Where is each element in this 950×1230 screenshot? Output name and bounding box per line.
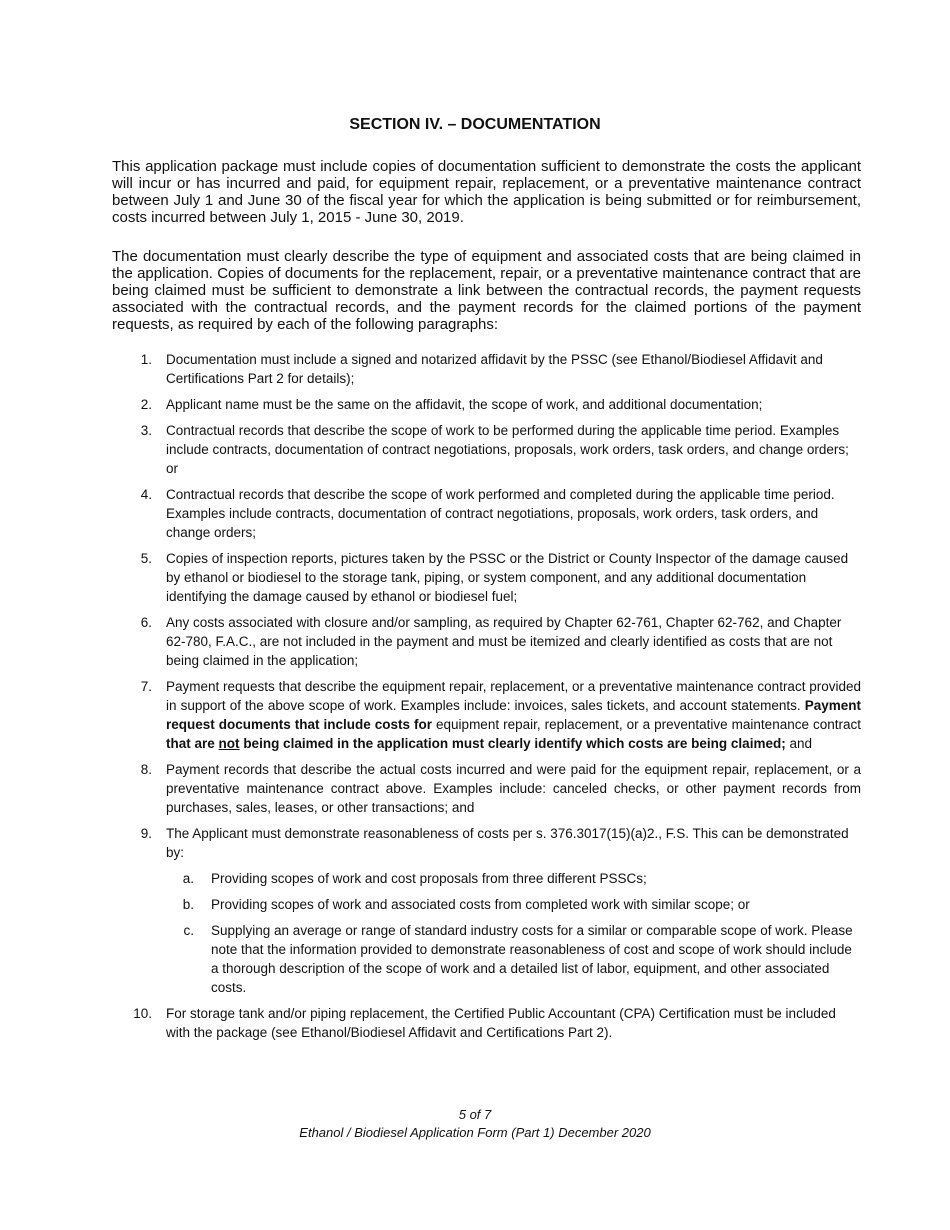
- list-item-number: 8.: [140, 762, 152, 777]
- list-item-number: 4.: [140, 487, 152, 502]
- sublist-item: [166, 869, 861, 888]
- list-item-number: 2.: [140, 397, 152, 412]
- list-item-text: The Applicant must demonstrate reasonableness of costs per s. 376.3017(15)(a)2., F.S. This can be demonstrated by:: [166, 826, 849, 860]
- sublist-item-letter: b.: [182, 897, 194, 912]
- list-item: [112, 760, 861, 817]
- payment-requests-text-c: and: [789, 736, 812, 751]
- section-title: SECTION IV. – DOCUMENTATION: [349, 116, 601, 133]
- list-item: [112, 1004, 861, 1042]
- payment-requests-text-b: equipment repair, replacement, or a preventative maintenance contract: [436, 717, 861, 732]
- list-item-number: 6.: [140, 615, 152, 630]
- list-item-text: Contractual records that describe the scope of work to be performed during the applicable time period. Examples include contracts, documentation of contract negotiations, proposals, work orders, task orders, and change orders; or: [166, 423, 849, 476]
- list-item-text: For storage tank and/or piping replacement, the Certified Public Accountant (CPA) Certification must be included with the package (see Ethanol/Biodiesel Affidavit and Certifications Part 2).: [166, 1006, 836, 1040]
- list-item: [112, 549, 861, 606]
- list-item-text: Copies of inspection reports, pictures taken by the PSSC or the District or County Inspector of the damage caused by ethanol or biodiesel to the storage tank, piping, or system component, and any additional documentation identifying the damage caused by ethanol or biodiesel fuel;: [166, 551, 849, 604]
- list-item: [112, 421, 861, 478]
- list-item-number: 5.: [140, 551, 152, 566]
- payment-requests-text: Payment requests that describe the equipment repair, replacement, or a preventative maintenance contract provided in support of the above scope of work. Examples include: invoices, sales tickets, and account statements.: [166, 679, 861, 713]
- page-footer: [0, 1106, 950, 1142]
- list-item-number: 3.: [140, 423, 152, 438]
- list-item: [112, 395, 861, 414]
- sublist-item: [166, 921, 861, 997]
- payment-requests-bold-a: Payment request documents that include costs for: [166, 698, 861, 732]
- documentation-paragraph: The documentation must clearly describe the type of equipment and associated costs that are being claimed in the application. Copies of documents for the replacement, repair, or a preventative maintenance contract that are being claimed must be sufficient to demonstrate a link between the contractual records, the payment requests associated with the contractual records, and the payment records for the claimed portions of the payment requests, as required by each of the following paragraphs:: [112, 248, 861, 333]
- list-item: [112, 613, 861, 670]
- payment-requests-not: not: [218, 736, 240, 751]
- sublist-item-letter: a.: [182, 871, 194, 886]
- list-item-number: 9.: [140, 826, 152, 841]
- sublist-item: [166, 895, 861, 914]
- list-item-text: Contractual records that describe the scope of work performed and completed during the applicable time period. Examples include contracts, documentation of contract negotiations, proposals, work orders, task orders, and change orders;: [166, 487, 835, 540]
- list-item: [112, 485, 861, 542]
- list-item: [112, 824, 861, 997]
- payment-requests-bold-c: being claimed in the application must clearly identify which costs are being claimed;: [243, 736, 786, 751]
- form-name: Ethanol / Biodiesel Application Form (Part 1) December 2020: [299, 1125, 651, 1140]
- intro-paragraph: This application package must include copies of documentation sufficient to demonstrate the costs the applicant will incur or has incurred and paid, for equipment repair, replacement, or a preventative maintenance contract between July 1 and June 30 of the fiscal year for which the application is being submitted or for reimbursement, costs incurred between July 1, 2015 - June 30, 2019.: [112, 158, 861, 226]
- list-item: [112, 350, 861, 388]
- list-item-text: Payment records that describe the actual costs incurred and were paid for the equipment repair, replacement, or a preventative maintenance contract above. Examples include: canceled checks, or other payment records from purchases, sales, leases, or other transactions; and: [166, 762, 861, 815]
- list-item-text: Documentation must include a signed and notarized affidavit by the PSSC (see Ethanol/Biodiesel Affidavit and Certifications Part 2 for details);: [166, 352, 823, 386]
- sublist-item-text: Providing scopes of work and cost proposals from three different PSSCs;: [211, 871, 647, 886]
- list-item: [112, 677, 861, 753]
- list-item-text: [166, 677, 861, 753]
- list-item-number: 7.: [140, 679, 152, 694]
- list-item-number: 1.: [140, 352, 152, 367]
- sublist-item-text: Supplying an average or range of standard industry costs for a similar or comparable scope of work. Please note that the information provided to demonstrate reasonableness of cost and scope of work should include a thorough description of the scope of work and a detailed list of labor, equipment, and other associated costs.: [211, 923, 853, 995]
- sublist-item-text: Providing scopes of work and associated costs from completed work with similar scope; or: [211, 897, 750, 912]
- list-item-number: 10.: [133, 1006, 152, 1021]
- list-item-text: Applicant name must be the same on the affidavit, the scope of work, and additional documentation;: [166, 397, 763, 412]
- page-number: 5 of 7: [458, 1107, 492, 1122]
- list-item-text: Any costs associated with closure and/or sampling, as required by Chapter 62-761, Chapter 62-762, and Chapter 62-780, F.A.C., are not included in the payment and must be itemized and clearly identified as costs that are not being claimed in the application;: [166, 615, 842, 668]
- requirements-list: [112, 350, 861, 1042]
- sublist-item-letter: c.: [183, 923, 194, 938]
- reasonableness-sublist: [166, 869, 861, 997]
- payment-requests-bold-b: that are: [166, 736, 215, 751]
